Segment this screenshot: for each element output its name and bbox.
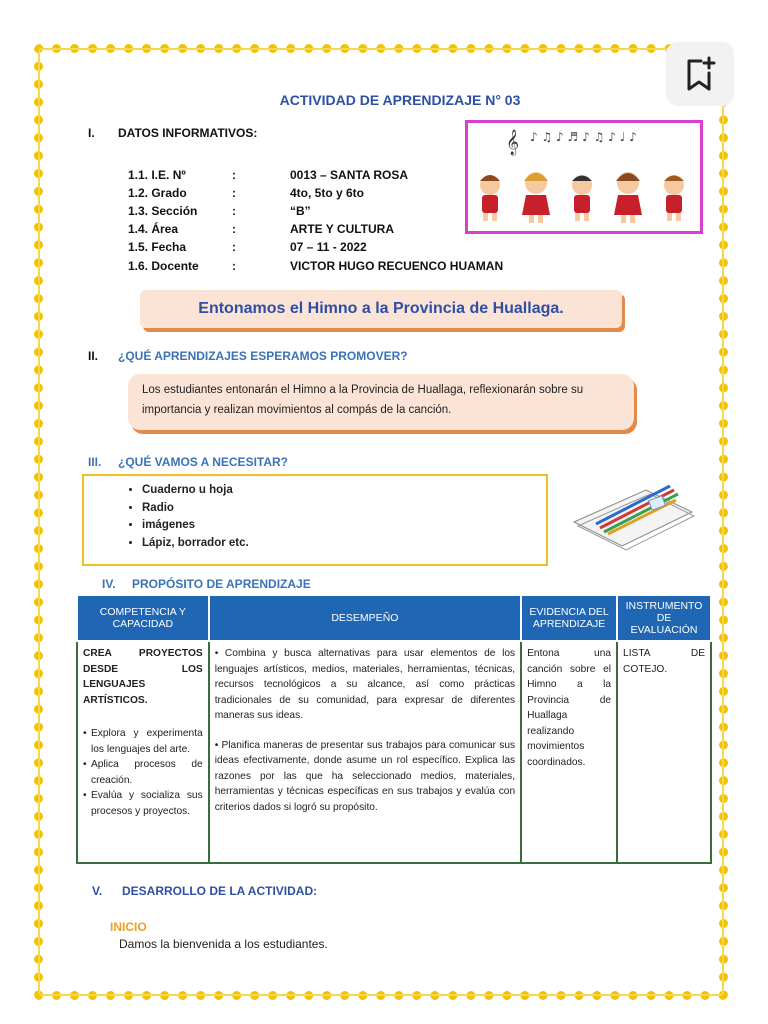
inicio-heading: INICIO: [110, 920, 147, 934]
column-header: COMPETENCIA Y CAPACIDAD: [77, 595, 209, 641]
section-necesitar: III. ¿QUÉ VAMOS A NECESITAR?: [88, 455, 289, 469]
singing-children-image: [465, 120, 703, 234]
svg-text:♪ ♫ ♪ ♬ ♪ ♫ ♪ ♩ ♪: ♪ ♫ ♪ ♬ ♪ ♫ ♪ ♩ ♪: [530, 130, 637, 144]
svg-text:𝄞: 𝄞: [506, 130, 520, 155]
column-header: INSTRUMENTO DE EVALUACIÓN: [617, 595, 711, 641]
table-row: [77, 641, 711, 863]
evidencia-cell: Entona una canción sobre el Himno a la Provincia de Huallaga realizando movimientos coordinados.: [521, 641, 617, 863]
desempeno-cell: [209, 641, 521, 863]
section-number: I.: [88, 126, 95, 140]
activity-title: ACTIVIDAD DE APRENDIZAJE N° 03: [279, 92, 521, 108]
competencia-title: CREA PROYECTOS DESDE LOS LENGUAJES ARTÍSTICOS.: [83, 648, 203, 706]
desempeno-item: • Planifica maneras de presentar sus trabajos para comunicar sus ideas efectivamente, donde asume un rol específico. Explica las razones por las que ha seleccionado medios, materiales, herramientas y técnicas específicas en sus trabajos y evalúa con criterios dados si logró su propósito.: [214, 739, 516, 813]
capacidad-item: • Explora y experimenta los lenguajes del arte.: [83, 726, 203, 757]
desempeno-item: • Combina y busca alternativas para usar elementos de los lenguajes artísticos, medios, materiales, herramientas, técnicas, recursos tecnológicos a su alcance, así como prácticas tradicionales de su comunidad, para expresar de diferentes maneras sus ideas.: [214, 648, 516, 721]
section-desarrollo: V. DESARROLLO DE LA ACTIVIDAD:: [92, 884, 318, 898]
section-aprendizajes: II. ¿QUÉ APRENDIZAJES ESPERAMOS PROMOVER?: [88, 349, 408, 363]
capacidad-item: • Evalúa y socializa sus procesos y proyectos.: [83, 788, 203, 819]
list-item: • Cuaderno u hoja: [142, 482, 546, 500]
topic-banner: Entonamos el Himno a la Provincia de Huallaga.: [140, 290, 622, 328]
bookmark-add-icon: [683, 55, 717, 93]
list-item: • imágenes: [142, 517, 546, 535]
purpose-table: [76, 594, 712, 864]
column-header: EVIDENCIA DEL APRENDIZAJE: [521, 595, 617, 641]
instrumento-cell: LISTA DE COTEJO.: [617, 641, 711, 863]
capacidad-item: • Aplica procesos de creación.: [83, 757, 203, 788]
column-header: DESEMPEÑO: [209, 595, 521, 641]
learning-description: Los estudiantes entonarán el Himno a la Provincia de Huallaga, reflexionarán sobre su importancia y realizan movimientos al compás de la canción.: [128, 374, 634, 430]
welcome-text: Damos la bienvenida a los estudiantes.: [119, 937, 328, 951]
list-item: • Lápiz, borrador etc.: [142, 535, 546, 553]
competencia-cell: [77, 641, 209, 863]
list-item: • Radio: [142, 500, 546, 518]
materials-box: [82, 474, 548, 566]
notebook-pencils-image: [566, 472, 698, 554]
section-datos: [88, 126, 257, 140]
materials-list: [84, 482, 546, 552]
section-title: DATOS INFORMATIVOS:: [118, 126, 258, 140]
section-proposito: IV. PROPÓSITO DE APRENDIZAJE: [102, 577, 311, 591]
